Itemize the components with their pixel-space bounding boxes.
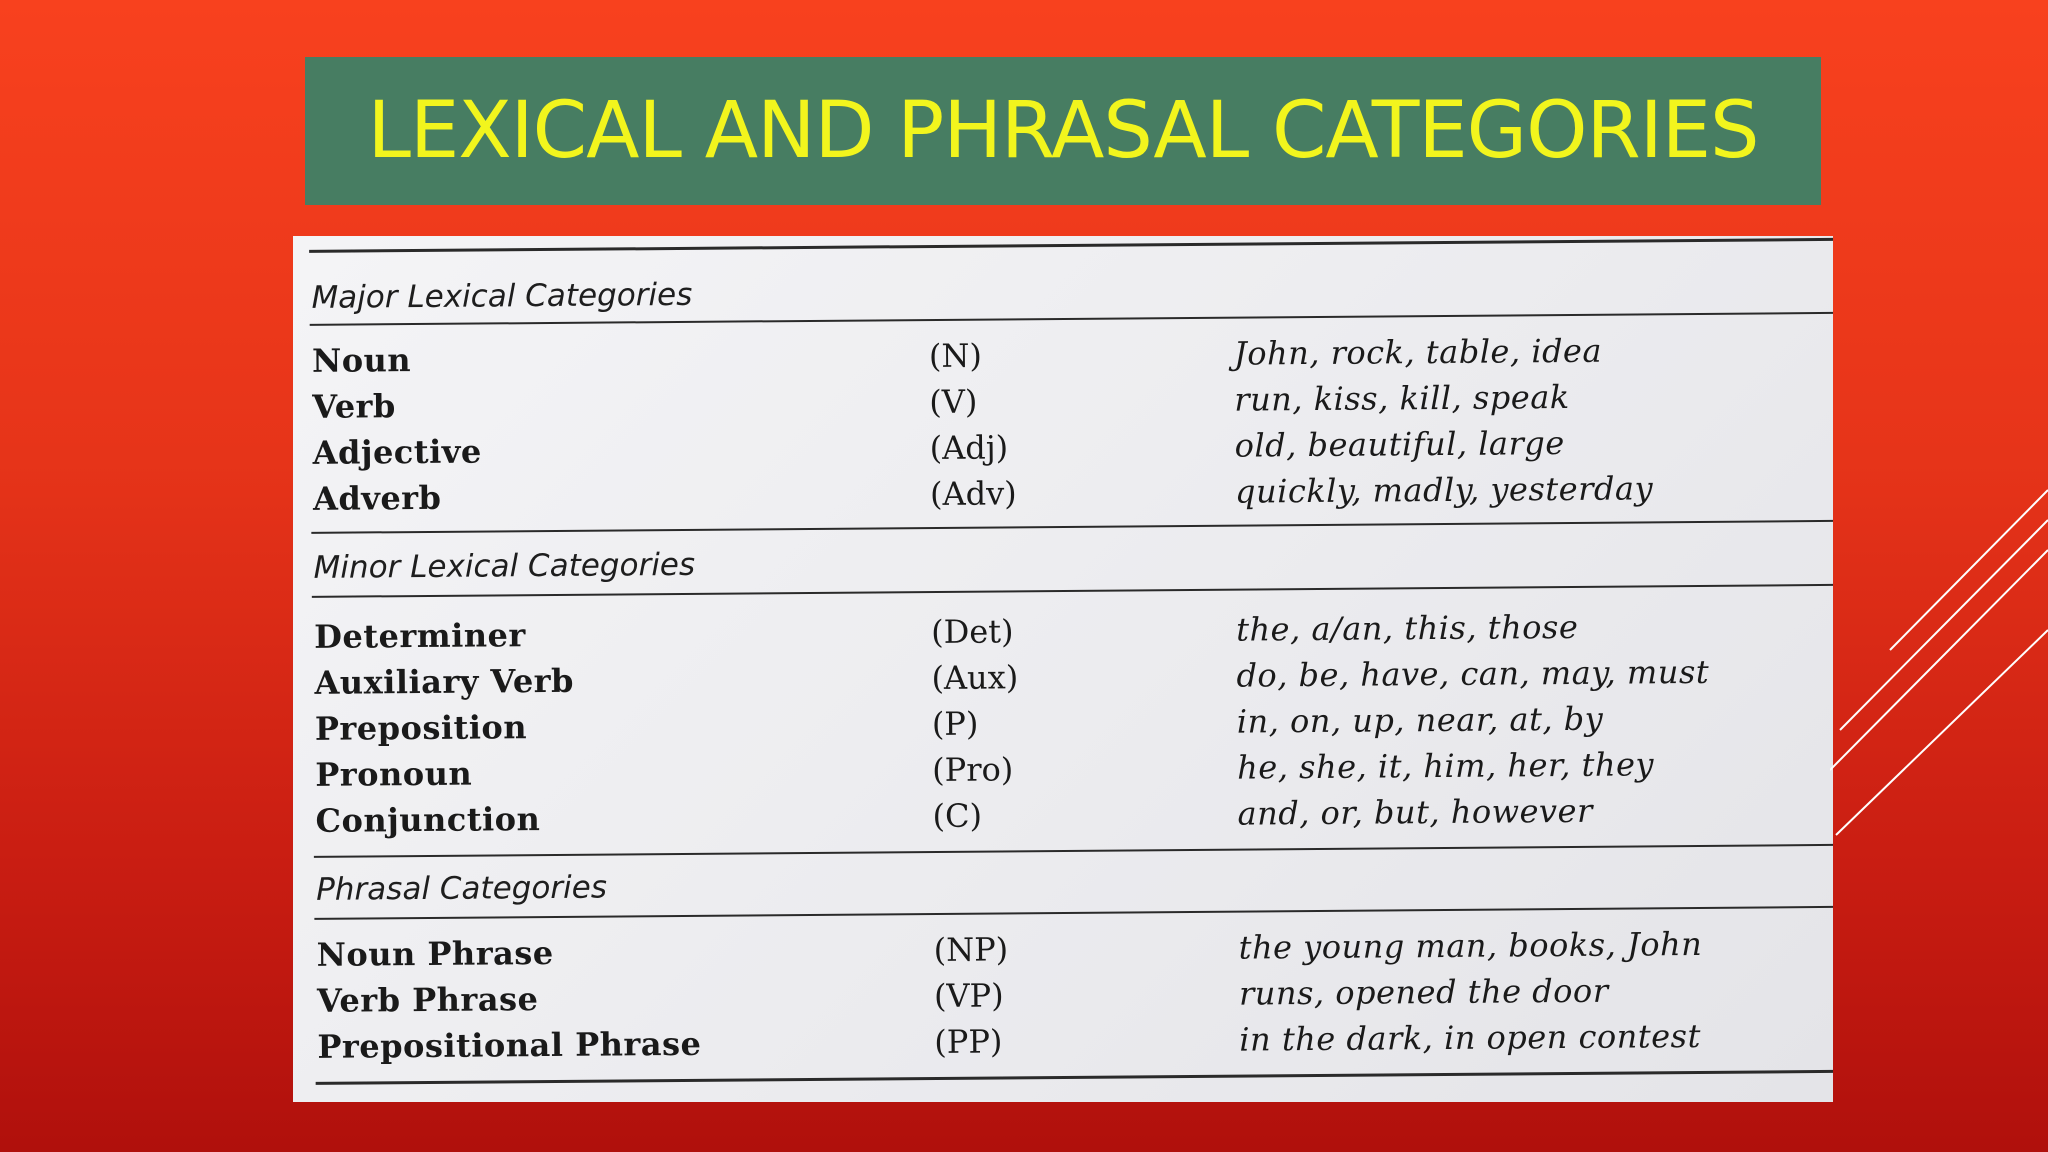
category-abbr: (V) — [929, 382, 978, 422]
category-examples: in the dark, in open contest — [1239, 1016, 1702, 1059]
decorative-line — [1840, 520, 2048, 730]
category-abbr: (C) — [932, 796, 983, 835]
category-abbr: (VP) — [933, 976, 1004, 1015]
table-photo — [293, 236, 1833, 1102]
section-heading-phrasal: Phrasal Categories — [315, 869, 608, 908]
category-name: Verb — [312, 387, 396, 426]
table-rule — [314, 906, 1833, 920]
table-rule-top — [309, 238, 1833, 253]
category-name: Noun — [311, 341, 412, 380]
category-abbr: (Adv) — [929, 474, 1017, 514]
category-name: Conjunction — [315, 800, 541, 840]
decorative-line — [1830, 550, 2048, 770]
category-abbr: (Aux) — [931, 658, 1019, 697]
category-name: Noun Phrase — [316, 933, 554, 974]
category-table — [293, 236, 1833, 1102]
decorative-line — [1890, 490, 2048, 650]
category-name: Adjective — [312, 432, 482, 472]
slide-title: LEXICAL AND PHRASAL CATEGORIES — [367, 86, 1759, 176]
category-examples: in, on, up, near, at, by — [1236, 699, 1604, 741]
category-abbr: (N) — [928, 336, 983, 376]
category-name: Pronoun — [315, 754, 473, 794]
category-name: Determiner — [313, 616, 526, 656]
category-examples: do, be, have, can, may, must — [1236, 652, 1710, 695]
category-examples: old, beautiful, large — [1234, 424, 1565, 465]
category-examples: the young man, books, John — [1238, 924, 1703, 967]
table-rule — [312, 584, 1833, 598]
category-examples: run, kiss, kill, speak — [1234, 377, 1570, 419]
category-name: Preposition — [314, 708, 528, 748]
category-abbr: (Det) — [930, 612, 1014, 651]
category-abbr: (Pro) — [932, 750, 1014, 789]
category-examples: and, or, but, however — [1237, 791, 1593, 833]
category-name: Prepositional Phrase — [317, 1024, 702, 1066]
category-abbr: (Adj) — [929, 428, 1009, 468]
category-abbr: (NP) — [933, 930, 1009, 969]
decorative-lines — [1830, 480, 2048, 840]
category-examples: the, a/an, this, those — [1235, 607, 1579, 649]
title-bar — [305, 57, 1821, 205]
category-examples: quickly, madly, yesterday — [1234, 469, 1654, 511]
category-abbr: (PP) — [934, 1022, 1003, 1061]
category-name: Adverb — [312, 478, 442, 518]
category-examples: runs, opened the door — [1238, 971, 1609, 1013]
section-heading-minor: Minor Lexical Categories — [313, 546, 696, 586]
section-heading-major: Major Lexical Categories — [311, 276, 693, 316]
category-abbr: (P) — [931, 704, 979, 743]
category-name: Verb Phrase — [316, 980, 539, 1020]
category-examples: John, rock, table, idea — [1233, 331, 1603, 373]
category-examples: he, she, it, him, her, they — [1237, 745, 1655, 787]
category-name: Auxiliary Verb — [314, 661, 575, 702]
